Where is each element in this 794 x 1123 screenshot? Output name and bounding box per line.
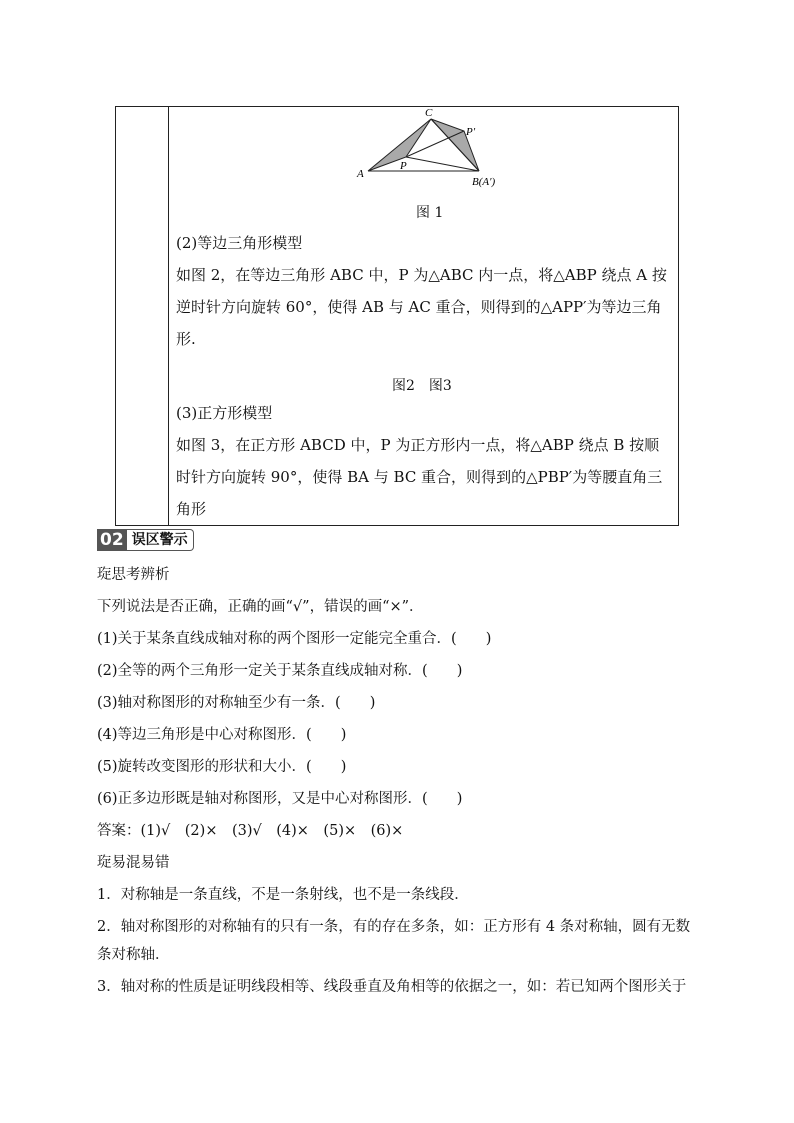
badge-number: 02 — [97, 529, 127, 551]
mistake-item-2: 2．轴对称图形的对称轴有的只有一条，有的存在多条，如：正方形有 4 条对称轴，圆有无数 — [97, 919, 691, 935]
table-left-column-divider — [168, 107, 169, 525]
label-p: P — [400, 160, 407, 172]
figure-1-rotation-diagram — [356, 107, 506, 193]
model-table — [115, 106, 679, 526]
think-item-1: (1)关于某条直线成轴对称的两个图形一定能完全重合．( ) — [97, 631, 492, 647]
table-content-cell — [176, 107, 670, 525]
label-c: C — [425, 107, 433, 119]
section-3-line-3: 角形 — [176, 500, 207, 518]
label-b-a-prime: B(A′) — [472, 176, 496, 188]
think-title: 琁思考辨析 — [97, 567, 170, 583]
think-intro: 下列说法是否正确，正确的画“√”，错误的画“×”． — [97, 599, 424, 615]
section-3-line-2: 时针方向旋转 90°，使得 BA 与 BC 重合，则得到的△PBP′为等腰直角三 — [176, 468, 663, 486]
mistake-item-1: 1．对称轴是一条直线，不是一条射线，也不是一条线段． — [97, 887, 469, 903]
badge-title: 误区警示 — [127, 529, 194, 551]
section-3-line-1: 如图 3，在正方形 ABCD 中，P 为正方形内一点，将△ABP 绕点 B 按顺 — [176, 436, 660, 454]
section-2-heading: (2)等边三角形模型 — [176, 234, 303, 252]
section-2-line-3: 形. — [176, 330, 196, 348]
section-badge — [97, 529, 194, 551]
figure-1-caption: 图 1 — [416, 205, 444, 221]
label-a: A — [357, 168, 364, 180]
think-item-5: (5)旋转改变图形的形状和大小．( ) — [97, 759, 347, 775]
section-2-line-2: 逆时针方向旋转 60°，使得 AB 与 AC 重合，则得到的△APP′为等边三角 — [176, 298, 662, 316]
think-item-6: (6)正多边形既是轴对称图形，又是中心对称图形．( ) — [97, 791, 463, 807]
think-answer: 答案：(1)√ (2)× (3)√ (4)× (5)× (6)× — [97, 823, 404, 839]
mistake-item-2-cont: 条对称轴． — [97, 947, 170, 963]
figure-2-3-caption: 图2 图3 — [392, 378, 452, 394]
label-p-prime: P′ — [466, 126, 476, 138]
think-item-3: (3)轴对称图形的对称轴至少有一条．( ) — [97, 695, 376, 711]
mistakes-title: 琁易混易错 — [97, 855, 170, 871]
section-3-heading: (3)正方形模型 — [176, 404, 273, 422]
mistake-item-3: 3．轴对称的性质是证明线段相等、线段垂直及角相等的依据之一，如：若已知两个图形关于 — [97, 979, 687, 995]
think-item-4: (4)等边三角形是中心对称图形．( ) — [97, 727, 347, 743]
think-item-2: (2)全等的两个三角形一定关于某条直线成轴对称．( ) — [97, 663, 463, 679]
section-2-line-1: 如图 2，在等边三角形 ABC 中，P 为△ABC 内一点，将△ABP 绕点 A 按 — [176, 266, 667, 284]
